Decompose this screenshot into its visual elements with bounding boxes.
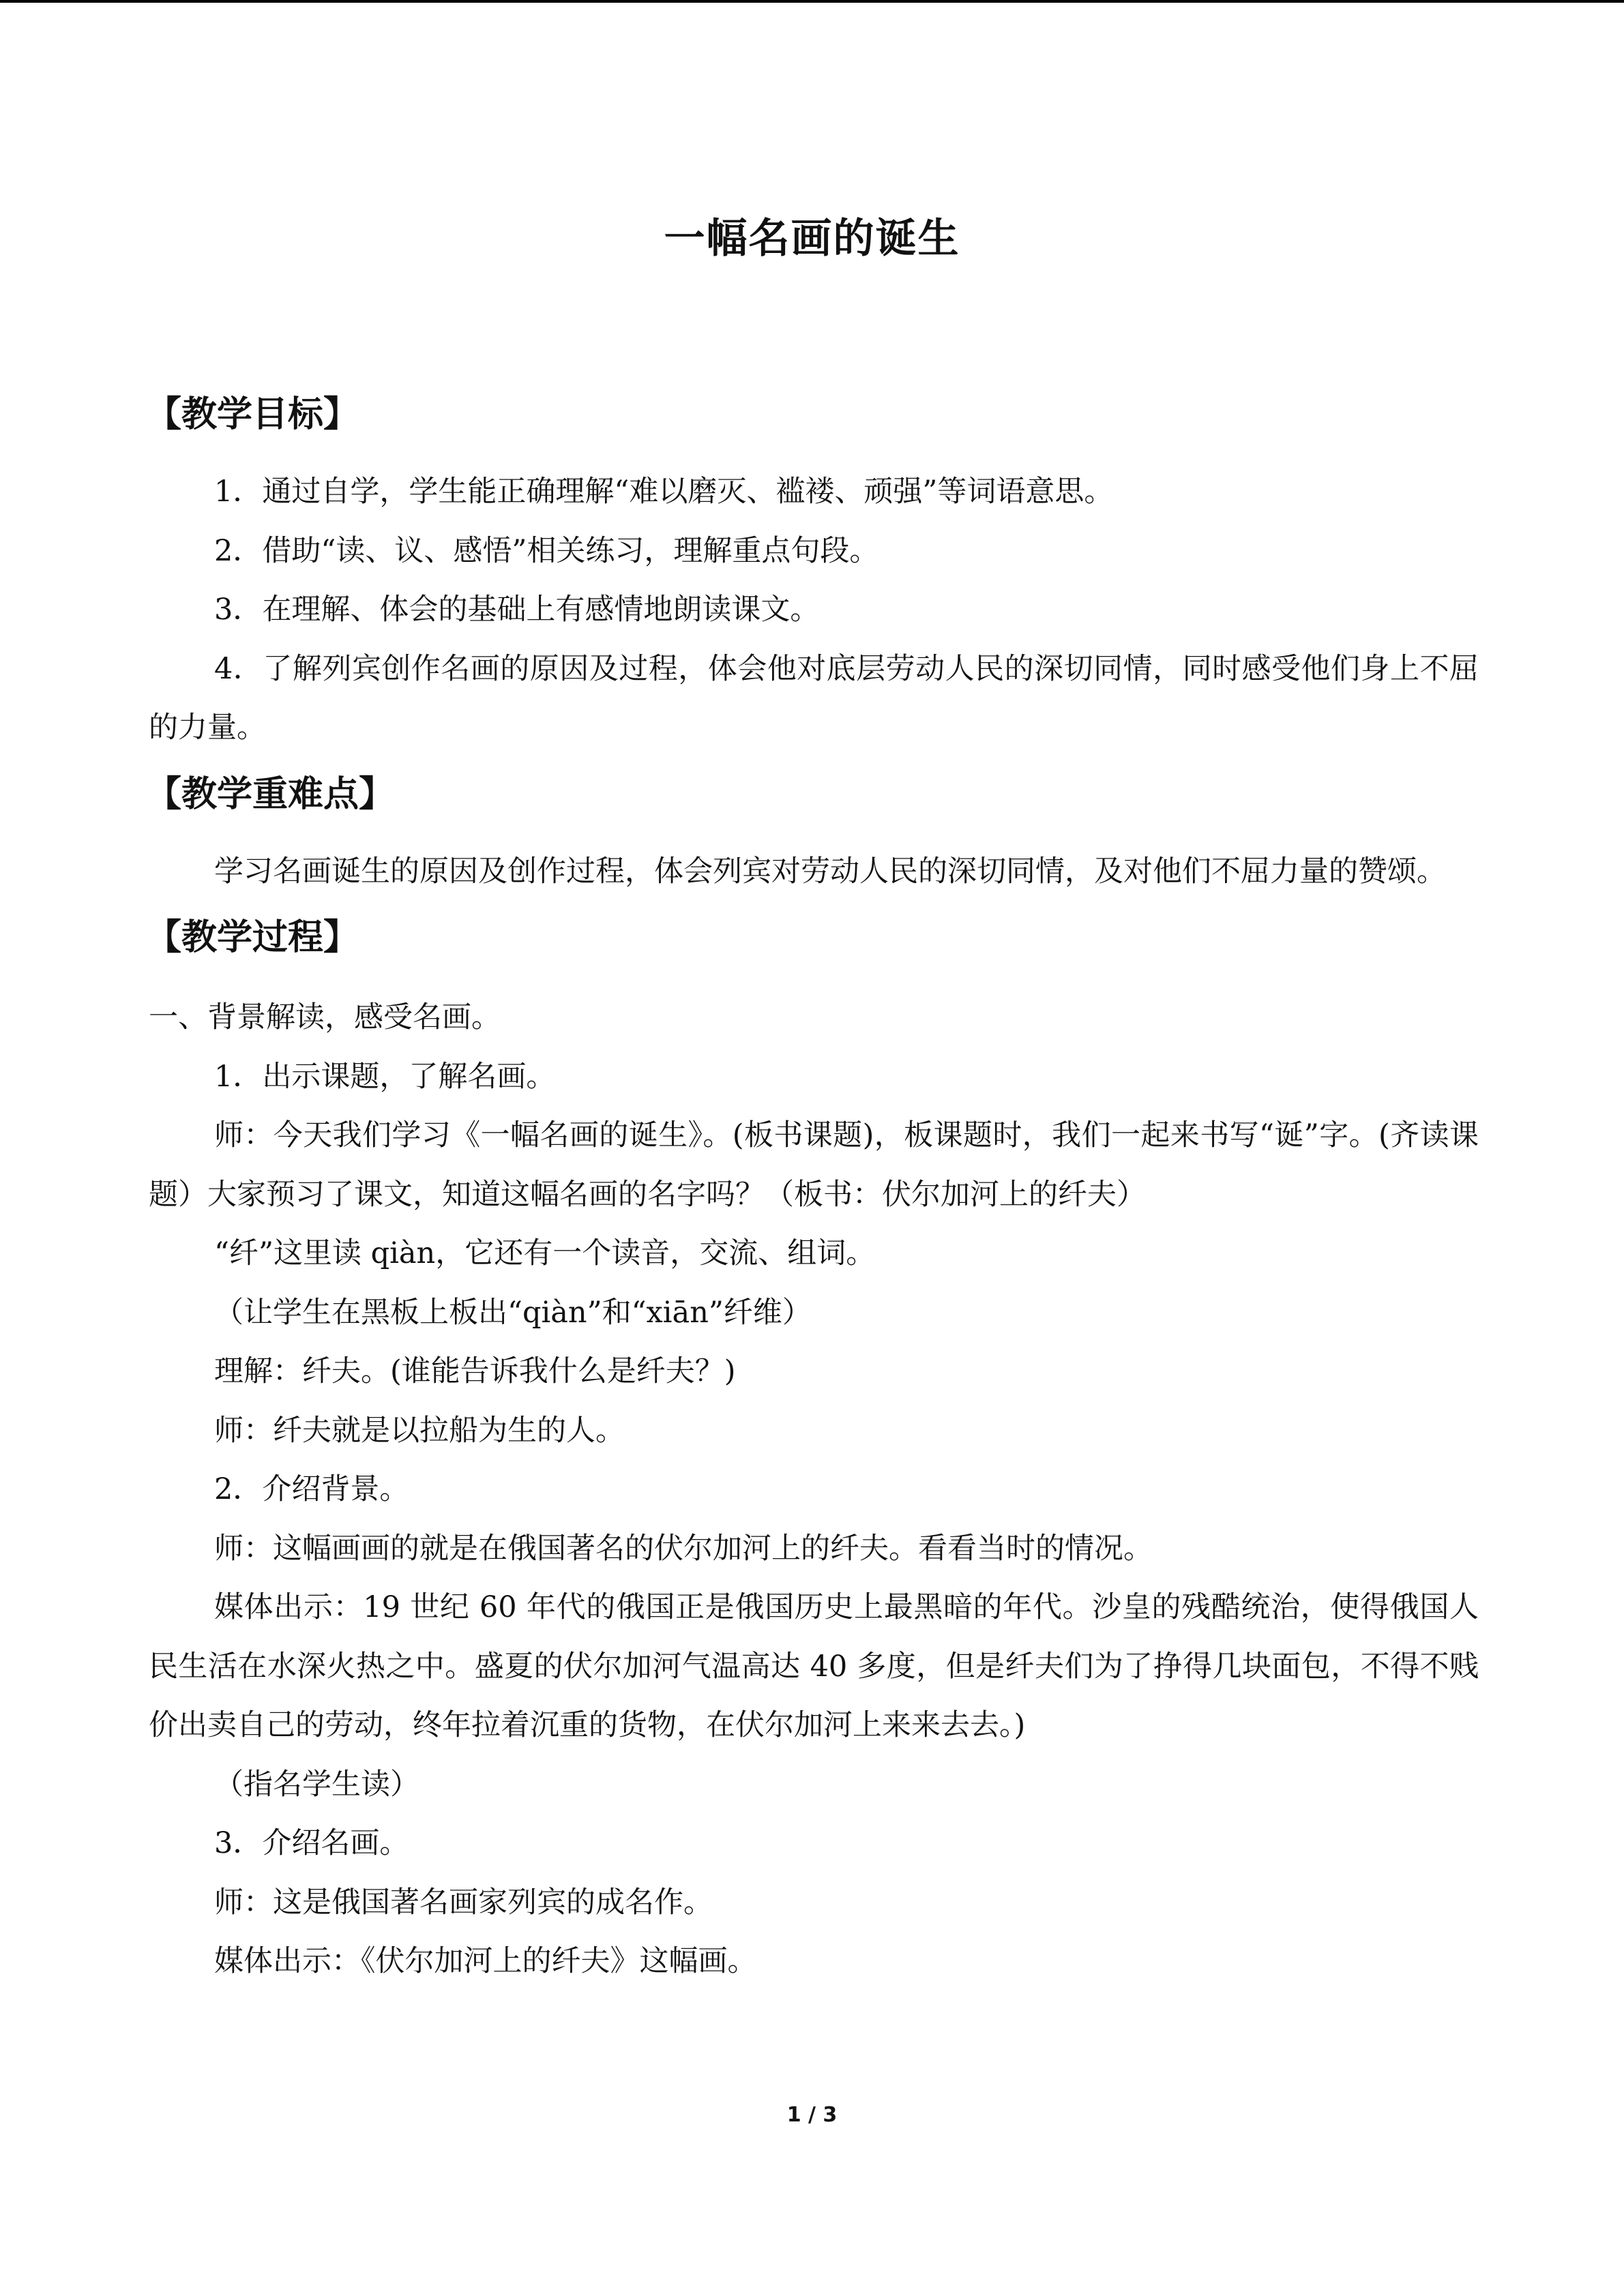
goal-item-2: 2．借助“读、议、感悟”相关练习，理解重点句段。 xyxy=(214,533,879,568)
process-paragraph: 媒体出示：《伏尔加河上的纤夫》这幅画。 xyxy=(214,1944,757,1978)
process-paragraph: 2．介绍背景。 xyxy=(214,1472,409,1506)
document-body xyxy=(146,382,1479,1991)
process-paragraph: 师：纤夫就是以拉船为生的人。 xyxy=(214,1413,625,1448)
process-paragraph: （让学生在黑板上板出“qiàn”和“xiān”纤维） xyxy=(214,1295,812,1330)
process-paragraph: 师：这幅画画的就是在俄国著名的伏尔加河上的纤夫。看看当时的情况。 xyxy=(214,1531,1153,1566)
section-heading-goals: 【教学目标】 xyxy=(146,394,359,435)
goal-item-3: 3．在理解、体会的基础上有感情地朗读课文。 xyxy=(214,593,820,627)
goal-item-4: 4．了解列宾创作名画的原因及过程，体会他对底层劳动人民的深切同情，同时感受他们身上不屈的力量。 xyxy=(149,651,1479,745)
process-paragraph: 师：今天我们学习《一幅名画的诞生》。(板书课题)，板课题时，我们一起来书写“诞”字。(齐读课题）大家预习了课文，知道这幅名画的名字吗？（板书：伏尔加河上的纤夫） xyxy=(149,1118,1479,1212)
document-title: 一幅名画的诞生 xyxy=(664,215,960,263)
process-paragraph: “纤”这里读 qiàn，它还有一个读音，交流、组词。 xyxy=(214,1236,876,1270)
process-paragraph: 师：这是俄国著名画家列宾的成名作。 xyxy=(214,1885,713,1920)
process-paragraph: 媒体出示：19 世纪 60 年代的俄国正是俄国历史上最黑暗的年代。沙皇的残酷统治，使得俄国人民生活在水深火热之中。盛夏的伏尔加河气温高达 40 多度，但是纤夫们为了挣得几块面包，不得不贱价出卖自己的劳动，终年拉着沉重的货物，在伏尔加河上来来去去。) xyxy=(149,1590,1479,1742)
process-paragraph: 1．出示课题，了解名画。 xyxy=(214,1059,556,1094)
key-points-text: 学习名画诞生的原因及创作过程，体会列宾对劳动人民的深切同情，及对他们不屈力量的赞颂。 xyxy=(214,854,1446,889)
page-number: 1 / 3 xyxy=(786,2103,838,2127)
process-paragraph: 3．介绍名画。 xyxy=(214,1826,409,1860)
process-paragraph: 理解：纤夫。(谁能告诉我什么是纤夫？) xyxy=(214,1354,736,1388)
process-paragraph: （指名学生读） xyxy=(214,1767,419,1802)
section-heading-key-points: 【教学重难点】 xyxy=(146,773,395,815)
section-heading-process: 【教学过程】 xyxy=(146,917,359,958)
goal-item-1: 1．通过自学，学生能正确理解“难以磨灭、褴褛、顽强”等词语意思。 xyxy=(214,475,1114,509)
process-part1-title: 一、背景解读，感受名画。 xyxy=(149,1000,501,1034)
